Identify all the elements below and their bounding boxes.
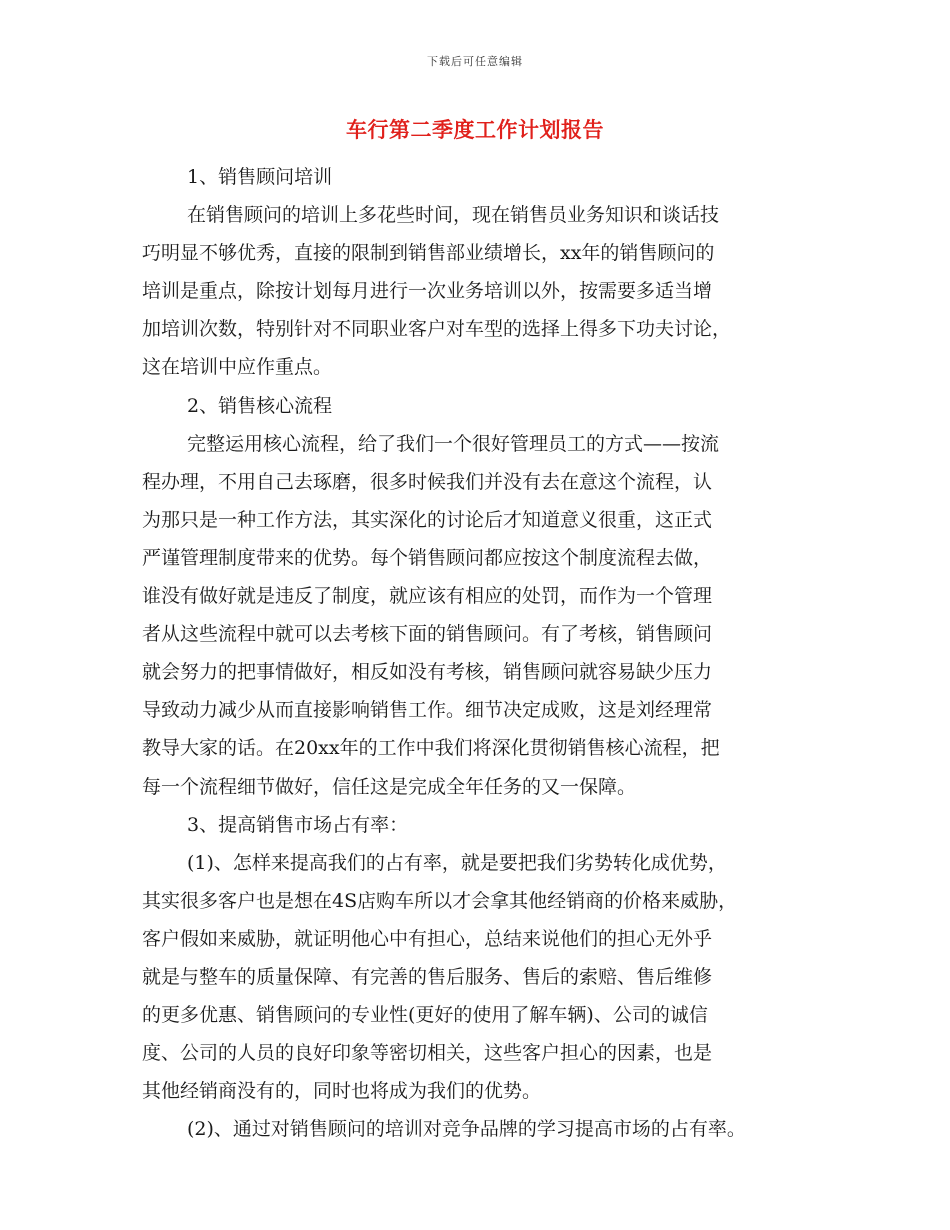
text-line: 其他经销商没有的，同时也将成为我们的优势。 bbox=[142, 1080, 542, 1103]
text-line: 导致动力减少从而直接影响销售工作。细节决定成败，这是刘经理常 bbox=[142, 699, 713, 722]
text-line: 培训是重点，除按计划每月进行一次业务培训以外，按需要多适当增 bbox=[142, 280, 713, 303]
text-line: 就是与整车的质量保障、有完善的售后服务、售后的索赔、售后维修 bbox=[142, 965, 713, 988]
text-line: 谁没有做好就是违反了制度，就应该有相应的处罚，而作为一个管理 bbox=[142, 585, 713, 608]
document-title: 车行第二季度工作计划报告 bbox=[346, 117, 604, 142]
text-line: 其实很多客户也是想在4S店购车所以才会拿其他经销商的价格来威胁， bbox=[142, 889, 738, 912]
text-line: 教导大家的话。在20xx年的工作中我们将深化贯彻销售核心流程，把 bbox=[142, 737, 720, 760]
text-line: 加培训次数，特别针对不同职业客户对车型的选择上得多下功夫讨论， bbox=[142, 318, 732, 341]
text-line: 程办理，不用自己去琢磨，很多时候我们并没有去在意这个流程，认 bbox=[142, 470, 713, 493]
text-line: 的更多优惠、销售顾问的专业性(更好的使用了解车辆)、公司的诚信 bbox=[142, 1004, 708, 1027]
text-line: 这在培训中应作重点。 bbox=[142, 356, 333, 379]
text-line: 在销售顾问的培训上多花些时间，现在销售员业务知识和谈话技 bbox=[187, 204, 720, 227]
text-line: 每一个流程细节做好，信任这是完成全年任务的又一保障。 bbox=[142, 775, 637, 798]
text-line: 3、提高销售市场占有率： bbox=[187, 813, 409, 836]
text-line: 为那只是一种工作方法，其实深化的讨论后才知道意义很重，这正式 bbox=[142, 508, 713, 531]
text-line: 巧明显不够优秀，直接的限制到销售部业绩增长，xx年的销售顾问的 bbox=[142, 242, 715, 265]
text-line: 者从这些流程中就可以去考核下面的销售顾问。有了考核，销售顾问 bbox=[142, 623, 713, 646]
text-line: 就会努力的把事情做好，相反如没有考核，销售顾问就容易缺少压力 bbox=[142, 661, 713, 684]
text-line: (1)、怎样来提高我们的占有率，就是要把我们劣势转化成优势， bbox=[187, 851, 727, 874]
header-note: 下载后可任意编辑 bbox=[427, 55, 523, 68]
text-line: (2)、通过对销售顾问的培训对竞争品牌的学习提高市场的占有率。 bbox=[187, 1118, 746, 1141]
text-line: 严谨管理制度带来的优势。每个销售顾问都应按这个制度流程去做， bbox=[142, 546, 713, 569]
document-body bbox=[142, 158, 832, 1148]
text-line: 度、公司的人员的良好印象等密切相关，这些客户担心的因素，也是 bbox=[142, 1042, 713, 1065]
text-line: 完整运用核心流程，给了我们一个很好管理员工的方式——按流 bbox=[187, 432, 720, 455]
text-line: 2、销售核心流程 bbox=[187, 394, 333, 417]
text-line: 客户假如来威胁，就证明他心中有担心，总结来说他们的担心无外乎 bbox=[142, 927, 713, 950]
text-line: 1、销售顾问培训 bbox=[187, 166, 333, 188]
